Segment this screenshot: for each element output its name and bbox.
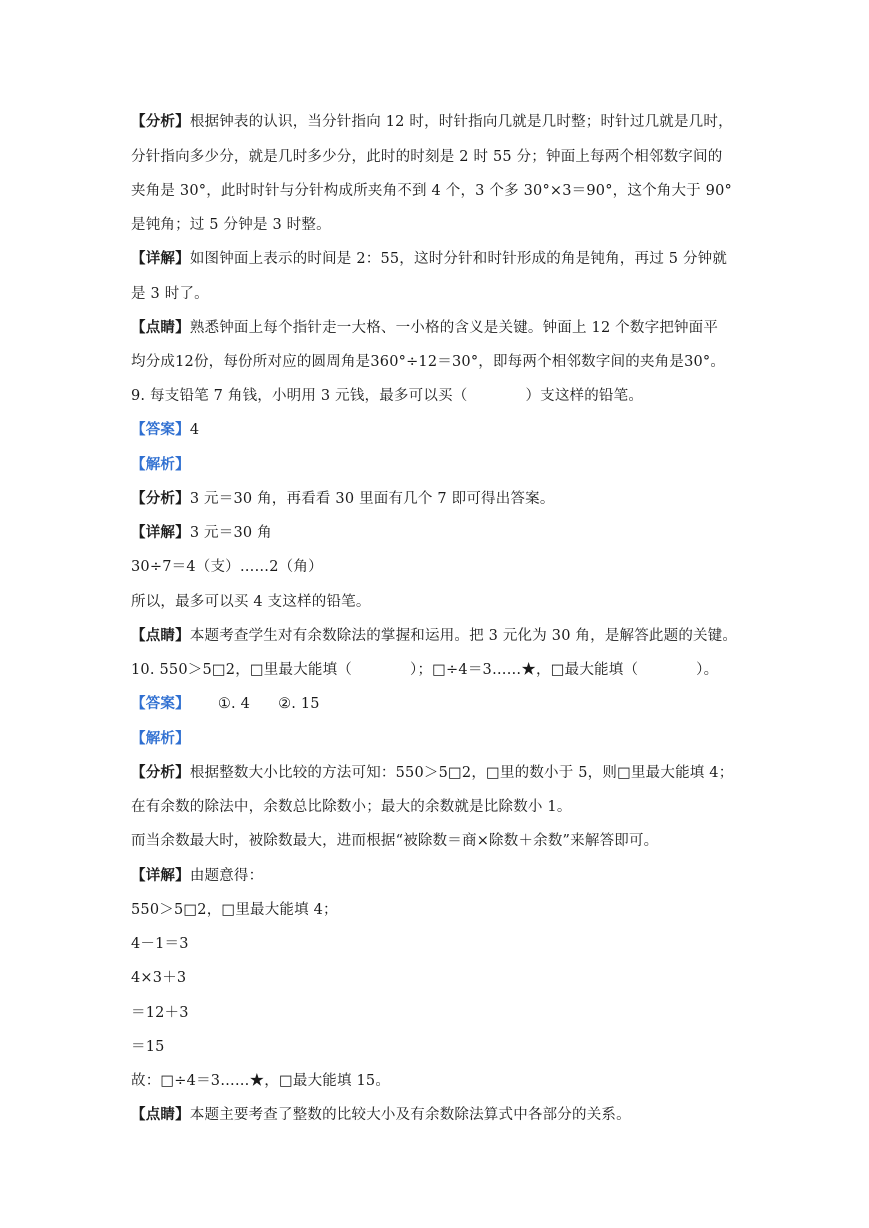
q10-answer-1: ①. 4 (217, 696, 251, 712)
q10-comment-text: 本题主要考查了整数的比较大小及有余数除法算式中各部分的关系。 (189, 1107, 631, 1123)
q10-step-4: ＝12＋3 (131, 1005, 189, 1021)
comment-tag: 【点睛】 (131, 319, 190, 336)
q10-explain-heading (131, 729, 190, 749)
q10-step-1: 550＞5□2，□里最大能填 4； (131, 902, 338, 918)
q8-analysis-text-1: 根据钟表的认识，当分针指向 12 时，时针指向几就是几时整；时针过几就是几时， (189, 114, 733, 130)
detail-tag: 【详解】 (131, 250, 190, 267)
q10-question-text-c: ）。 (696, 662, 719, 678)
q8-analysis-line-1 (131, 112, 733, 132)
q10-step-5: ＝15 (131, 1039, 165, 1055)
answer-tag: 【答案】 (131, 695, 190, 712)
explain-tag: 【解析】 (131, 456, 190, 473)
q10-step-2: 4－1＝3 (131, 936, 189, 952)
q9-answer-value: 4 (189, 422, 200, 438)
q8-comment-line-1 (131, 318, 718, 338)
q8-detail-line-2: 是 3 时了。 (131, 286, 209, 302)
q9-detail-text: 3 元＝30 角 (189, 525, 272, 541)
q10-question-text-a: 10. 550＞5□2，□里最大能填（ (131, 662, 352, 678)
analysis-tag: 【分析】 (131, 764, 190, 781)
q9-question (131, 386, 643, 406)
q8-analysis-line-3: 夹角是 30°，此时时针与分针构成所夹角不到 4 个，3 个多 30°×3＝90°，这个角大于 90° (131, 183, 732, 199)
q9-calc: 30÷7＝4（支）……2（角） (131, 559, 323, 575)
analysis-tag: 【分析】 (131, 490, 190, 507)
q9-analysis-text: 3 元＝30 角，再看看 30 里面有几个 7 即可得出答案。 (189, 491, 555, 507)
q8-analysis-line-2: 分针指向多少分，就是几时多少分，此时的时刻是 2 时 55 分；钟面上每两个相邻数字间的 (131, 149, 723, 165)
answer-tag: 【答案】 (131, 421, 190, 438)
q10-analysis-line-3: 而当余数最大时，被除数最大，进而根据“被除数＝商×除数＋余数”来解答即可。 (131, 833, 659, 849)
q10-question-text-b: ）；□÷4＝3……★，□最大能填（ (410, 662, 639, 678)
q9-detail (131, 523, 272, 543)
q8-detail-line-1 (131, 249, 727, 269)
q10-detail (131, 866, 263, 886)
q9-comment-text: 本题考查学生对有余数除法的掌握和运用。把 3 元化为 30 角，是解答此题的关键。 (189, 628, 738, 644)
comment-tag: 【点睛】 (131, 1106, 190, 1123)
q9-answer (131, 420, 199, 440)
q8-analysis-line-4: 是钝角；过 5 分钟是 3 时整。 (131, 217, 331, 233)
q9-analysis (131, 489, 555, 509)
q9-comment (131, 626, 737, 646)
q9-question-text-b: ）支这样的铅笔。 (525, 388, 644, 404)
q10-analysis-line-2: 在有余数的除法中，余数总比除数小；最大的余数就是比除数小 1。 (131, 799, 572, 815)
q10-analysis-text-1: 根据整数大小比较的方法可知：550＞5□2，□里的数小于 5，则□里最大能填 4； (189, 765, 734, 781)
q10-comment (131, 1105, 631, 1125)
detail-tag: 【详解】 (131, 867, 190, 884)
q9-question-text-a: 9. 每支铅笔 7 角钱，小明用 3 元钱，最多可以买（ (131, 388, 468, 404)
q10-conclusion: 故：□÷4＝3……★，□最大能填 15。 (131, 1073, 391, 1089)
q10-analysis-line-1 (131, 763, 733, 783)
q10-step-3: 4×3＋3 (131, 970, 187, 986)
q8-detail-text-1: 如图钟面上表示的时间是 2：55，这时分针和时针形成的角是钝角，再过 5 分钟就 (189, 251, 728, 267)
q9-conclusion: 所以，最多可以买 4 支这样的铅笔。 (131, 594, 371, 610)
q10-question (131, 660, 718, 680)
q8-comment-line-2: 均分成12份，每份所对应的圆周角是360°÷12＝30°，即每两个相邻数字间的夹角是30°。 (131, 354, 726, 370)
q9-explain-heading (131, 455, 190, 475)
q10-answer-2: ②. 15 (278, 696, 320, 712)
detail-tag: 【详解】 (131, 524, 190, 541)
explain-tag: 【解析】 (131, 730, 190, 747)
q10-detail-text: 由题意得： (189, 868, 264, 884)
q10-answer (131, 694, 320, 714)
q8-comment-text-1: 熟悉钟面上每个指针走一大格、一小格的含义是关键。钟面上 12 个数字把钟面平 (189, 320, 719, 336)
comment-tag: 【点睛】 (131, 627, 190, 644)
analysis-tag: 【分析】 (131, 113, 190, 130)
